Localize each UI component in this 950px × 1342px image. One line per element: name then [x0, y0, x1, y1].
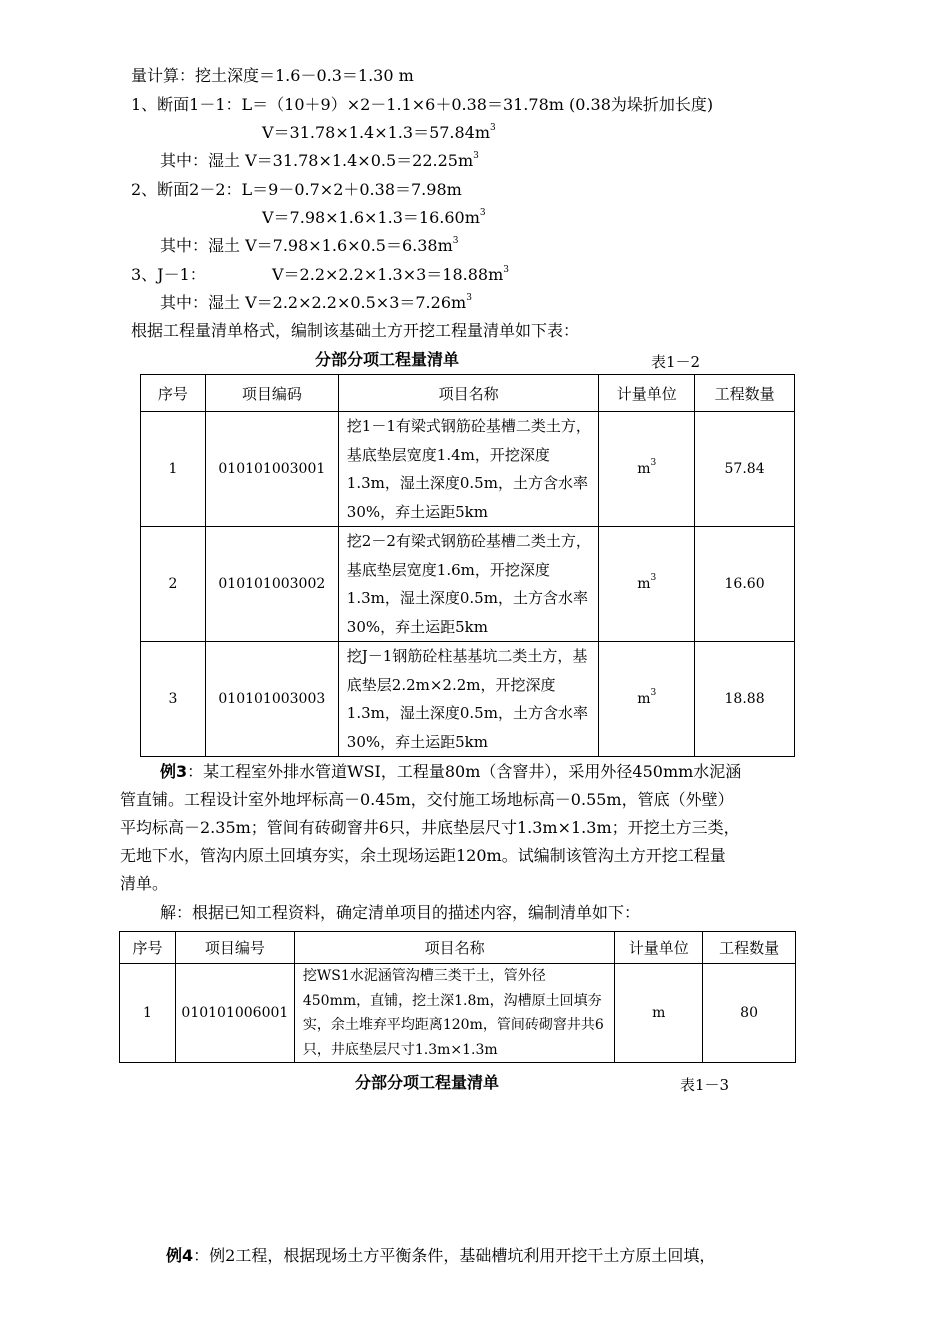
- row-code: 010101003001: [205, 412, 338, 527]
- table1: [140, 374, 795, 757]
- example4-label: 例4: [166, 1246, 194, 1265]
- example3-line1: 例3：某工程室外排水管道WSI，工程量80m（含窨井），采用外径450mm水泥涵: [160, 762, 742, 781]
- calc-line-section2-volume: $V=7.98\times 1.6\times 1.3=16.60m^3$: [262, 208, 486, 227]
- row-no: 3: [141, 642, 206, 757]
- row-unit: $m^3$: [599, 527, 695, 642]
- row-code: 010101006001: [175, 964, 294, 1063]
- table1-header-name: 项目名称: [338, 375, 599, 412]
- table2-title: 分部分项工程量清单: [355, 1073, 500, 1092]
- row-name: 挖1－1有梁式钢筋砼基槽二类土方，基底垫层宽度1.4m，开挖深度1.3m，湿土深度0.5m，土方含水率30%，弃土运距5km: [338, 412, 599, 527]
- table2: [119, 931, 796, 1063]
- example3-line2: 管直铺。工程设计室外地坪标高－0.45m，交付施工场地标高－0.55m，管底（外壁）: [120, 790, 734, 809]
- table1-header-row: [141, 375, 795, 412]
- row-no: 2: [141, 527, 206, 642]
- table-row: [120, 964, 796, 1063]
- table1-title: 分部分项工程量清单: [315, 350, 460, 369]
- row-code: 010101003002: [205, 527, 338, 642]
- row-qty: 57.84: [695, 412, 795, 527]
- table1-header-code: 项目编码: [205, 375, 338, 412]
- calc-line-j1-label: 3、J－1：: [131, 265, 206, 284]
- table2-header-row: [120, 932, 796, 964]
- calc-line-section2-length: 2、断面2－2：L＝9－0.7×2＋0.38＝7.98m: [131, 180, 462, 199]
- example3-label: 例3: [160, 762, 188, 781]
- table2-header-unit: 计量单位: [615, 932, 703, 964]
- row-no: 1: [141, 412, 206, 527]
- table-row: [141, 527, 795, 642]
- row-code: 010101003003: [205, 642, 338, 757]
- example3-line5: 清单。: [120, 874, 169, 893]
- table1-tag: 表1－2: [651, 353, 701, 371]
- row-qty: 80: [703, 964, 796, 1063]
- table2-header-no: 序号: [120, 932, 176, 964]
- table2-header-qty: 工程数量: [703, 932, 796, 964]
- row-name: 挖WS1水泥涵管沟槽三类干土，管外径450mm，直铺，挖土深1.8m，沟槽原土回填夯实，余土堆弃平均距离120m，管间砖砌窨井共6只，井底垫层尺寸1.3m×1.3m: [294, 964, 614, 1063]
- calc-line-depth: 量计算：挖土深度＝1.6－0.3＝1.30 m: [131, 66, 414, 85]
- table-row: [141, 642, 795, 757]
- calc-line-j1-wet: 其中：湿土 $V=2.2\times 2.2\times 0.5\times 3=7.26m^3$: [160, 293, 472, 312]
- example4-line: 例4：例2工程，根据现场土方平衡条件，基础槽坑利用开挖干土方原土回填，: [166, 1246, 716, 1265]
- calc-line-section1-volume: $V=31.78\times 1.4\times 1.3=57.84m^3$: [262, 123, 496, 142]
- table1-header-no: 序号: [141, 375, 206, 412]
- row-qty: 18.88: [695, 642, 795, 757]
- calc-line-j1-volume: $V=2.2\times 2.2\times 1.3\times 3=18.88m^3$: [272, 265, 510, 284]
- row-name: 挖2－2有梁式钢筋砼基槽二类土方，基底垫层宽度1.6m，开挖深度1.3m，湿土深度0.5m，土方含水率30%，弃土运距5km: [338, 527, 599, 642]
- calc-line-intro: 根据工程量清单格式，编制该基础土方开挖工程量清单如下表：: [131, 321, 580, 340]
- table-row: [141, 412, 795, 527]
- row-qty: 16.60: [695, 527, 795, 642]
- table2-header-code: 项目编号: [175, 932, 294, 964]
- table1-header-qty: 工程数量: [695, 375, 795, 412]
- calc-line-section1-length: 1、断面1－1：L＝（10＋9）×2－1.1×6＋0.38＝31.78m (0.38为垛折加长度): [131, 95, 714, 114]
- row-unit: $m^3$: [599, 642, 695, 757]
- example3-line3: 平均标高－2.35m；管间有砖砌窨井6只，井底垫层尺寸1.3m×1.3m；开挖土方三类，: [120, 818, 740, 837]
- row-unit: $m^3$: [599, 412, 695, 527]
- calc-line-section2-wet: 其中：湿土 $V=7.98\times 1.6\times 0.5=6.38m^3$: [160, 236, 459, 255]
- row-no: 1: [120, 964, 176, 1063]
- row-unit: m: [615, 964, 703, 1063]
- calc-line-section1-wet: 其中：湿土 $V=31.78\times 1.4\times 0.5=22.25m^3$: [160, 151, 479, 170]
- example3-line4: 无地下水，管沟内原土回填夯实，余土现场运距120m。试编制该管沟土方开挖工程量: [120, 846, 726, 865]
- row-name: 挖J－1钢筋砼柱基基坑二类土方，基底垫层2.2m×2.2m，开挖深度1.3m，湿土深度0.5m，土方含水率30%，弃土运距5km: [338, 642, 599, 757]
- table2-tag: 表1－3: [680, 1076, 730, 1094]
- table2-header-name: 项目名称: [294, 932, 614, 964]
- table1-header-unit: 计量单位: [599, 375, 695, 412]
- example3-solution: 解：根据已知工程资料，确定清单项目的描述内容，编制清单如下：: [160, 903, 641, 922]
